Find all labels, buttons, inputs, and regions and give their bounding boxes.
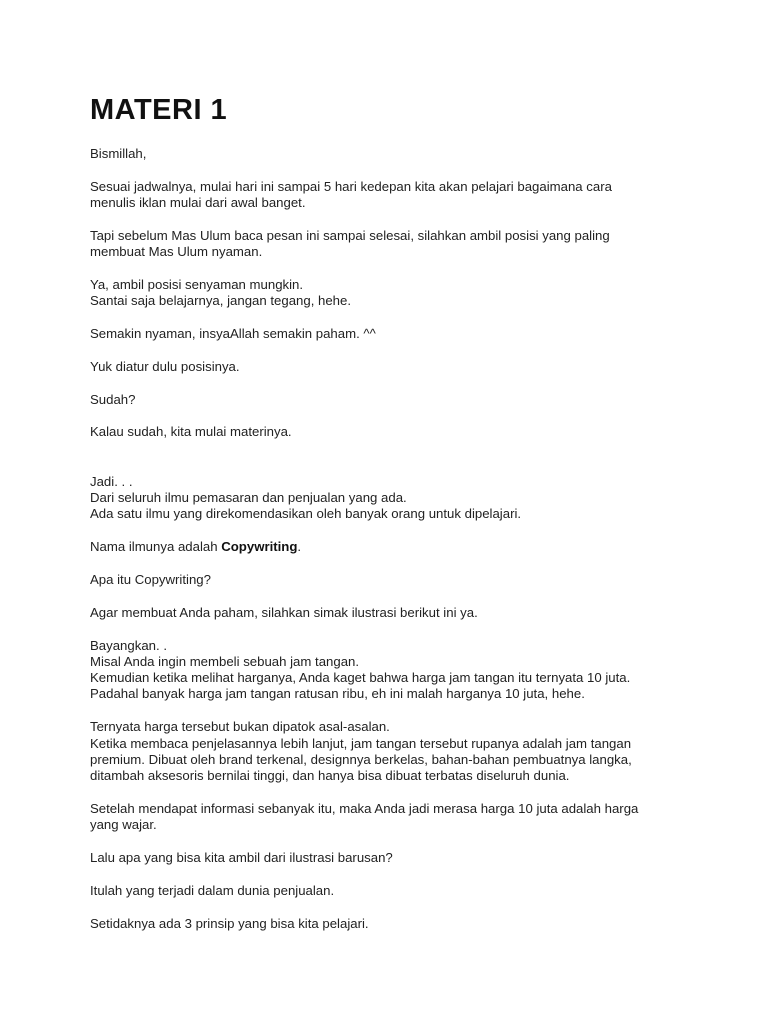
name-prefix: Nama ilmunya adalah: [90, 539, 222, 555]
paragraph-greeting: Bismillah,: [90, 146, 147, 161]
paragraph-illustration-intro: Agar membuat Anda paham, silahkan simak ilustrasi berikut ini ya.: [90, 604, 478, 620]
paragraph-done-question: Sudah?: [90, 391, 136, 407]
paragraph-start: Kalau sudah, kita mulai materinya.: [90, 424, 292, 440]
paragraph-takeaway-question: Lalu apa yang bisa kita ambil dari ilustrasi barusan?: [90, 850, 393, 866]
paragraph-imagine: Bayangkan. . Misal Anda ingin membeli sebuah jam tangan. Kemudian ketika melihat harganya, Anda kaget bahwa harga jam tangan itu ternyata 10 juta. Padahal banyak harga jam tangan ratusan ribu, eh ini malah harganya 10 juta, hehe.: [90, 637, 631, 702]
paragraph-comfort: Semakin nyaman, insyaAllah semakin paham. ^^: [90, 326, 376, 342]
document-body: [90, 146, 690, 932]
paragraph-arrange: Yuk diatur dulu posisinya.: [90, 358, 240, 374]
paragraph-three-principles: Setidaknya ada 3 prinsip yang bisa kita pelajari.: [90, 915, 369, 931]
paragraph-intro: Sesuai jadwalnya, mulai hari ini sampai 5 hari kedepan kita akan pelajari bagaimana cara menulis iklan mulai dari awal banget.: [90, 178, 612, 211]
copywriting-keyword: Copywriting: [221, 539, 298, 555]
paragraph-fair-price: Setelah mendapat informasi sebanyak itu, maka Anda jadi merasa harga 10 juta adalah harga yang wajar.: [90, 800, 639, 833]
paragraph-relax: Ya, ambil posisi senyaman mungkin. Santai saja belajarnya, jangan tegang, hehe.: [90, 276, 352, 309]
page-title: MATERI 1: [90, 94, 228, 126]
name-suffix: .: [297, 539, 302, 555]
paragraph-position: Tapi sebelum Mas Ulum baca pesan ini sampai selesai, silahkan ambil posisi yang paling membuat Mas Ulum nyaman.: [90, 227, 610, 260]
paragraph-price-reason: Ternyata harga tersebut bukan dipatok asal-asalan. Ketika membaca penjelasannya lebih lanjut, jam tangan tersebut rupanya adalah jam tangan premium. Dibuat oleh brand terkenal, designnya berkelas, bahan-bahan pembuatnya langka, ditambah aksesoris bernilai tinggi, dan hanya bisa dibuat terbatas diseluruh dunia.: [90, 719, 632, 784]
paragraph-sales-world: Itulah yang terjadi dalam dunia penjualan.: [90, 882, 335, 898]
paragraph-so: Jadi. . . Dari seluruh ilmu pemasaran dan penjualan yang ada. Ada satu ilmu yang direkomendasikan oleh banyak orang untuk dipelajari.: [90, 473, 522, 522]
paragraph-name: [90, 539, 690, 555]
paragraph-what-is: Apa itu Copywriting?: [90, 571, 211, 587]
